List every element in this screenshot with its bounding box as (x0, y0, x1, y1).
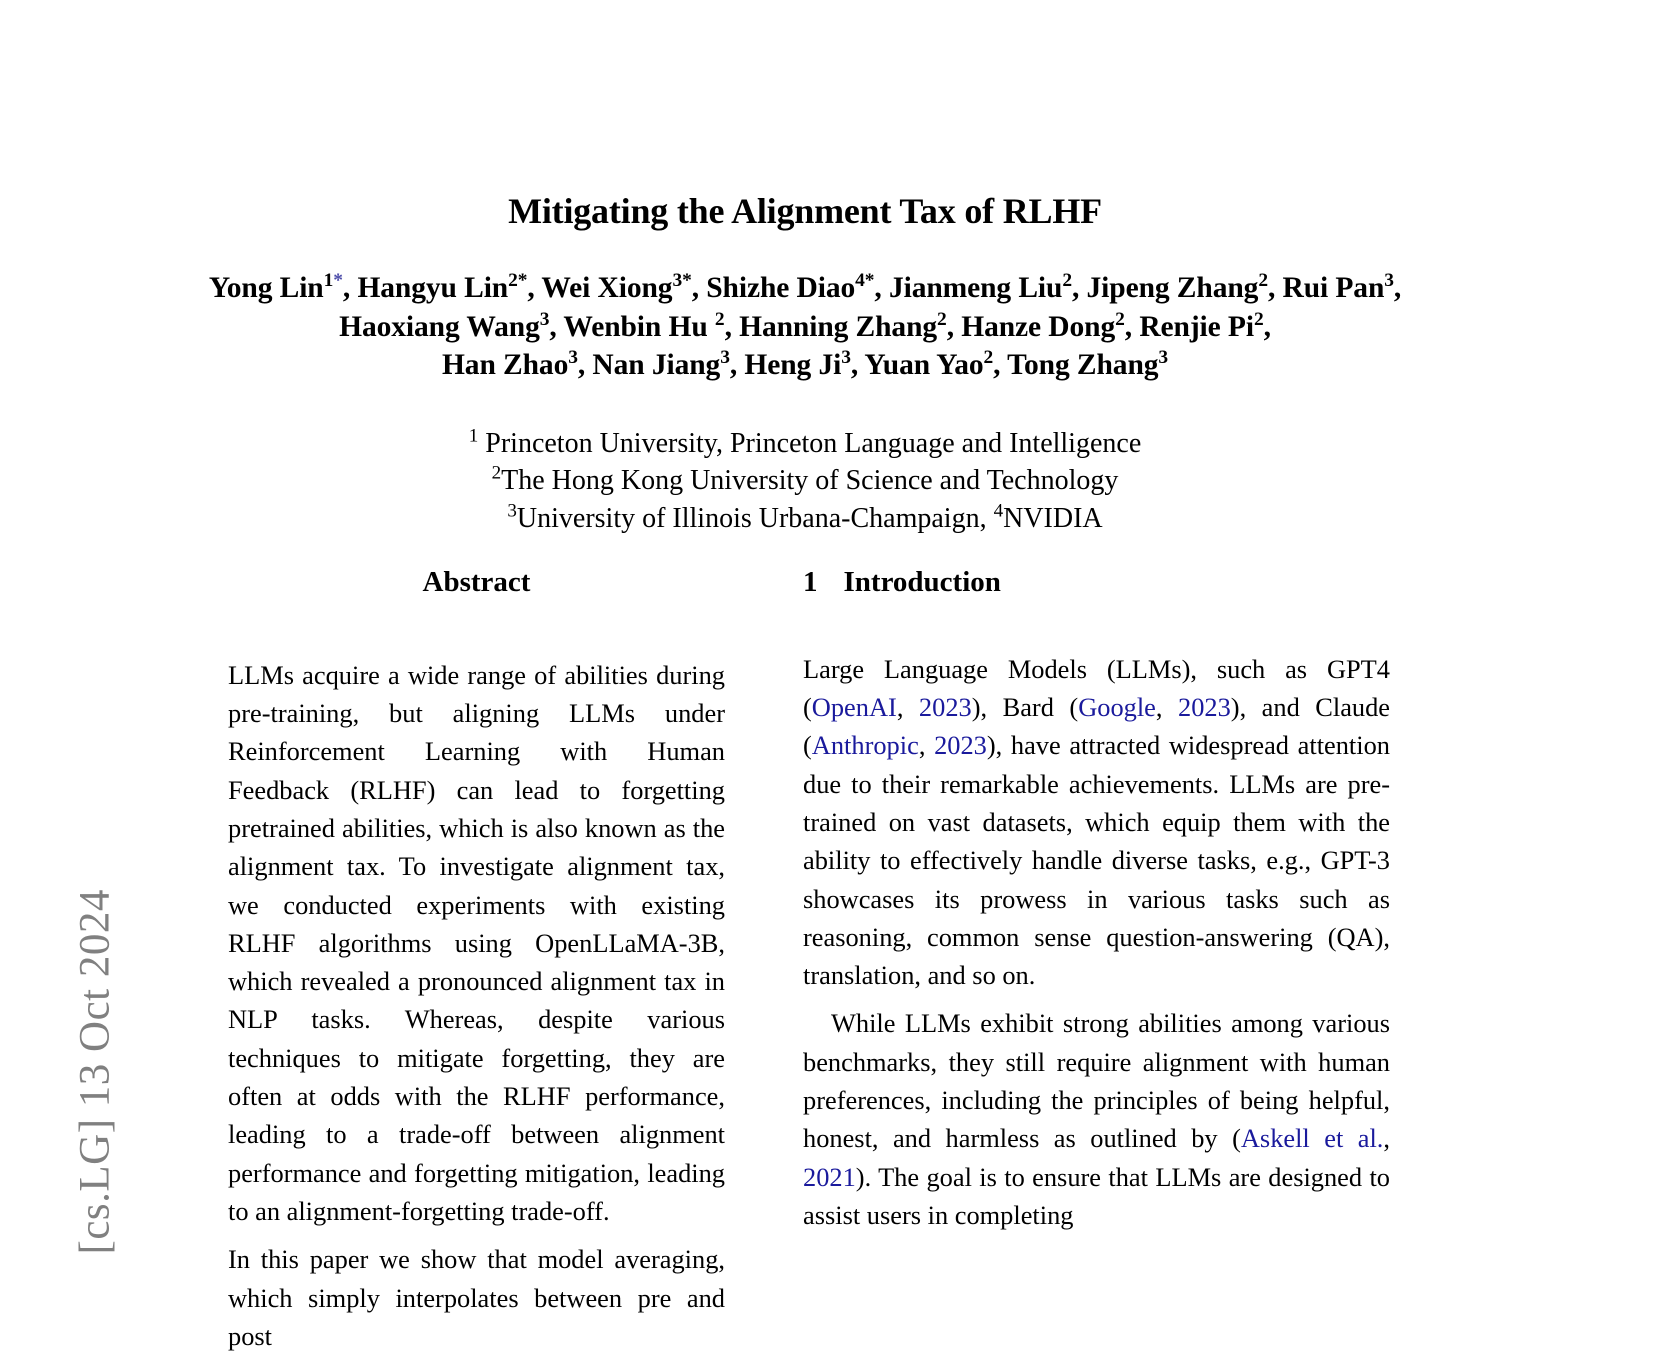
affiliations-block (140, 425, 1470, 537)
body-columns (0, 565, 1654, 1351)
introduction-column (803, 565, 1390, 1241)
citation-link[interactable]: 2023 (918, 692, 972, 723)
citation-link[interactable]: Askell et al. (1240, 1123, 1384, 1154)
author-line-3: Han Zhao$^3$, Nan Jiang$^3$, Heng Ji$^3$, Yuan Yao$^2$, Tong Zhang$^3$ (441, 347, 1169, 382)
affiliation-2: $^2$The Hong Kong University of Science and Technology (491, 463, 1119, 497)
citation-link[interactable]: 2023 (934, 730, 987, 761)
affiliation-3: $^3$University of Illinois Urbana-Champaign, $^4$NVIDIA (507, 500, 1103, 534)
citation-link[interactable]: Google (1078, 692, 1156, 723)
introduction-paragraph-1: Large Language Models (LLMs), such as GPT4 (OpenAI, 2023), Bard (Google, 2023), and Claude (Anthropic, 2023), have attracted widespread attention due to their remarkable achievements. LLMs are pre-trained on vast datasets, which equip them with the ability to effectively handle diverse tasks, e.g., GPT-3 showcases its prowess in various tasks such as reasoning, common sense question-answering (QA), translation, and so on. (803, 653, 1391, 991)
citation-link[interactable]: Anthropic (811, 730, 919, 761)
introduction-paragraph-2: While LLMs exhibit strong abilities among various benchmarks, they still require alignment with human preferences, including the principles of being helpful, honest, and harmless as outlined by (Askell et al., 2021). The goal is to ensure that LLMs are designed to assist users in completing (803, 1008, 1390, 1230)
page-title: Mitigating the Alignment Tax of RLHF (508, 191, 1102, 231)
abstract-heading: Abstract (422, 566, 531, 598)
arxiv-stamp: [cs.LG] 13 Oct 2024 (71, 889, 119, 1255)
author-line-1: Yong Lin$^{1*}$, Hangyu Lin$^{2*}$, Wei Xiong$^{3*}$, Shizhe Diao$^{4*}$, Jianmeng Liu$^2$, Jipeng Zhang$^2$, Rui Pan$^3$, (208, 270, 1402, 305)
abstract-column (228, 565, 725, 1351)
citation-link[interactable]: 2021 (803, 1161, 856, 1192)
paper-header (140, 190, 1470, 537)
abstract-paragraph-2: In this paper we show that model averaging, which simply interpolates between pre and post (228, 1244, 725, 1351)
section-title: Introduction (843, 566, 1001, 598)
abstract-paragraph-1: LLMs acquire a wide range of abilities during pre-training, but aligning LLMs under Reinforcement Learning with Human Feedback (RLHF) can lead to forgetting pretrained abilities, which is also known as the alignment tax. To investigate alignment tax, we conducted experiments with existing RLHF algorithms using OpenLLaMA-3B, which revealed a pronounced alignment tax in NLP tasks. Whereas, despite various techniques to mitigate forgetting, they are often at odds with the RLHF performance, leading to a trade-off between alignment performance and forgetting mitigation, leading to an alignment-forgetting trade-off. (228, 659, 725, 1226)
affiliation-1: $^1$ Princeton University, Princeton Language and Intelligence (468, 425, 1142, 460)
citation-link[interactable]: OpenAI (811, 692, 897, 723)
author-line-2: Haoxiang Wang$^3$, Wenbin Hu $^2$, Hanning Zhang$^2$, Hanze Dong$^2$, Renjie Pi$^2$, (339, 309, 1271, 343)
introduction-heading (803, 565, 1390, 600)
section-number: 1 (803, 566, 818, 598)
citation-link[interactable]: 2023 (1178, 692, 1231, 723)
